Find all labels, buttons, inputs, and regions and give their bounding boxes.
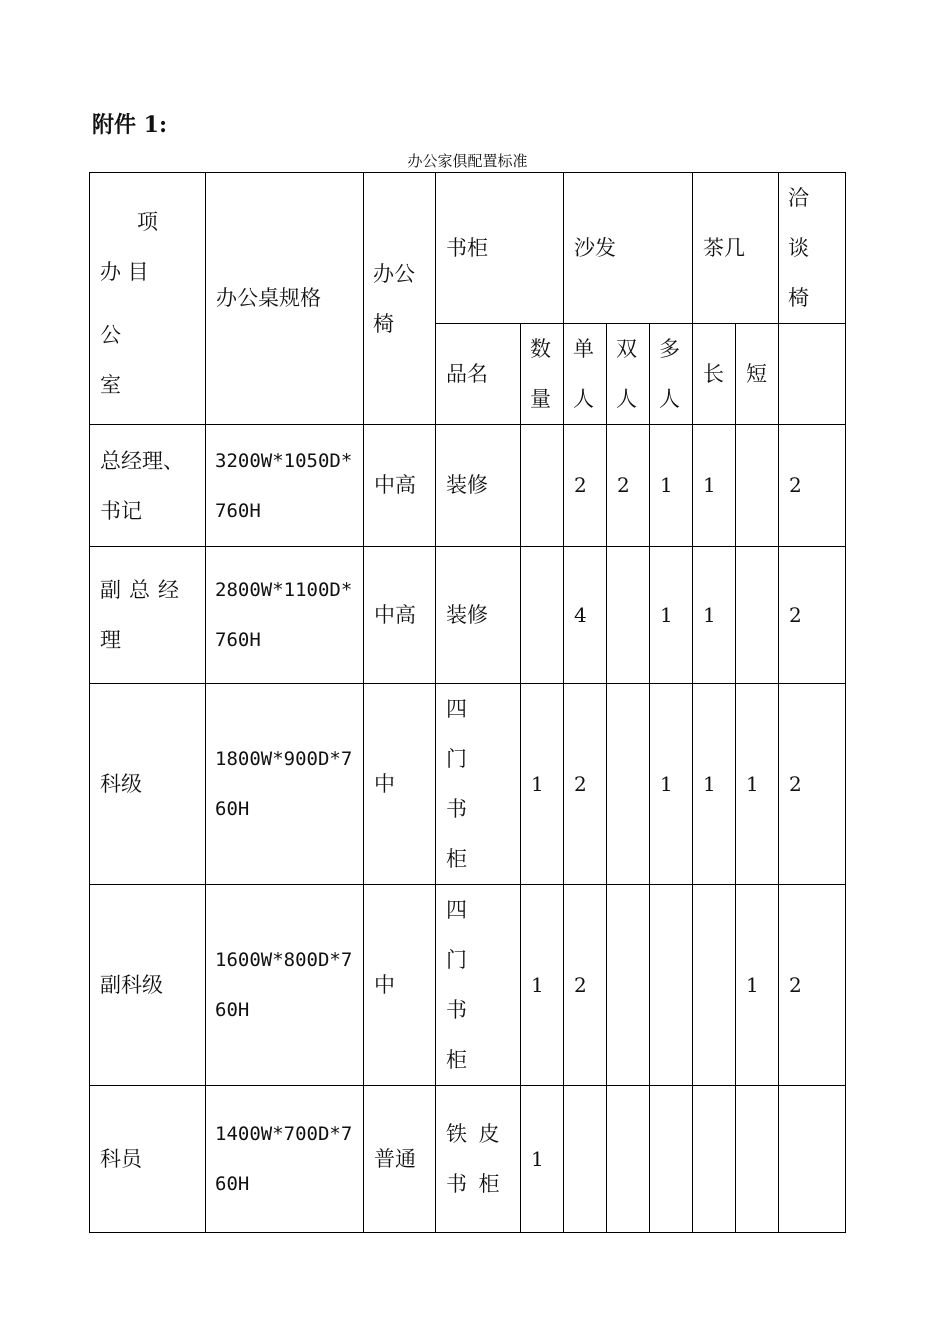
cell-bookcase-qty: 1 (521, 684, 564, 885)
header-bookcase-qty-text: 数量 (530, 337, 551, 411)
cell-bookcase-qty (521, 547, 564, 684)
cell-bookcase-name (436, 885, 521, 1086)
cell-office (90, 425, 206, 547)
cell-tea-long (693, 885, 736, 1086)
header-sofa-multi-text: 多人 (659, 337, 680, 411)
header-office-top: 项 (137, 210, 158, 234)
cell-desk-text: 2800W*1100D*760H (215, 579, 353, 651)
table-row (90, 425, 846, 547)
header-bookcase: 书柜 (436, 173, 564, 324)
cell-sofa-multi (650, 1086, 693, 1233)
cell-chair: 普通 (364, 1086, 436, 1233)
cell-chair: 中高 (364, 547, 436, 684)
header-office-mid: 办 目 (100, 260, 149, 284)
cell-desk (206, 684, 364, 885)
table-row (90, 1086, 846, 1233)
cell-tea-long: 1 (693, 684, 736, 885)
header-row-main (90, 173, 846, 324)
furniture-standard-table (89, 172, 846, 1233)
table-row (90, 885, 846, 1086)
header-tea-table: 茶几 (693, 173, 779, 324)
cell-meeting-chair: 2 (779, 547, 846, 684)
cell-sofa-single: 4 (564, 547, 607, 684)
header-sofa-multi (650, 324, 693, 425)
cell-tea-short (736, 425, 779, 547)
header-tea-long: 长 (693, 324, 736, 425)
header-bookcase-qty (521, 324, 564, 425)
header-sofa-double-text: 双人 (616, 337, 637, 411)
cell-meeting-chair (779, 1086, 846, 1233)
cell-tea-short (736, 547, 779, 684)
cell-tea-long (693, 1086, 736, 1233)
header-empty (779, 324, 846, 425)
cell-sofa-multi: 1 (650, 547, 693, 684)
cell-sofa-double (607, 684, 650, 885)
header-sofa-single-text: 单人 (573, 337, 594, 411)
cell-desk (206, 425, 364, 547)
cell-sofa-single: 2 (564, 885, 607, 1086)
cell-bookcase-name: 装修 (436, 425, 521, 547)
cell-sofa-double: 2 (607, 425, 650, 547)
header-sofa: 沙发 (564, 173, 693, 324)
cell-bookcase-name (436, 684, 521, 885)
cell-chair: 中 (364, 684, 436, 885)
cell-desk (206, 547, 364, 684)
cell-office: 科级 (90, 684, 206, 885)
cell-tea-long: 1 (693, 547, 736, 684)
cell-chair: 中高 (364, 425, 436, 547)
cell-tea-short (736, 1086, 779, 1233)
header-desk: 办公桌规格 (206, 173, 364, 425)
cell-desk (206, 1086, 364, 1233)
cell-tea-short: 1 (736, 885, 779, 1086)
cell-meeting-chair: 2 (779, 425, 846, 547)
cell-sofa-double (607, 1086, 650, 1233)
cell-chair: 中 (364, 885, 436, 1086)
cell-office (90, 547, 206, 684)
header-meeting-chair (779, 173, 846, 324)
cell-office-text: 副总经理 (100, 578, 187, 652)
cell-sofa-double (607, 885, 650, 1086)
attachment-label: 附件 1: (92, 112, 168, 138)
header-office (90, 173, 206, 425)
cell-office: 副科级 (90, 885, 206, 1086)
cell-tea-long: 1 (693, 425, 736, 547)
header-tea-short: 短 (736, 324, 779, 425)
cell-bookcase-qty: 1 (521, 1086, 564, 1233)
cell-bookcase-name-text: 四门书柜 (446, 697, 490, 871)
cell-desk (206, 885, 364, 1086)
cell-tea-short: 1 (736, 684, 779, 885)
cell-bookcase-name-text: 铁皮书柜 (446, 1122, 512, 1196)
cell-desk-text: 1600W*800D*760H (215, 949, 353, 1021)
cell-office-text: 总经理、书记 (100, 448, 184, 523)
cell-sofa-single: 2 (564, 425, 607, 547)
header-chair-text: 办公椅 (373, 261, 415, 336)
header-meeting-chair-text: 洽谈椅 (788, 186, 810, 310)
cell-desk-text: 1800W*900D*760H (215, 748, 353, 820)
cell-desk-text: 1400W*700D*760H (215, 1123, 353, 1195)
cell-sofa-double (607, 547, 650, 684)
cell-meeting-chair: 2 (779, 885, 846, 1086)
header-bookcase-name: 品名 (436, 324, 521, 425)
cell-meeting-chair: 2 (779, 684, 846, 885)
cell-bookcase-name: 装修 (436, 547, 521, 684)
cell-sofa-single (564, 1086, 607, 1233)
cell-bookcase-qty: 1 (521, 885, 564, 1086)
header-office-bottom: 公 室 (100, 323, 121, 397)
table-row (90, 684, 846, 885)
cell-sofa-multi: 1 (650, 684, 693, 885)
cell-desk-text: 3200W*1050D*760H (215, 449, 353, 522)
cell-sofa-multi: 1 (650, 425, 693, 547)
cell-sofa-single: 2 (564, 684, 607, 885)
header-chair (364, 173, 436, 425)
cell-bookcase-name-text: 四门书柜 (446, 898, 490, 1072)
cell-sofa-multi (650, 885, 693, 1086)
cell-bookcase-qty (521, 425, 564, 547)
table-row (90, 547, 846, 684)
cell-office: 科员 (90, 1086, 206, 1233)
header-sofa-double (607, 324, 650, 425)
cell-bookcase-name (436, 1086, 521, 1233)
header-sofa-single (564, 324, 607, 425)
table-caption: 办公家俱配置标准 (407, 152, 528, 170)
